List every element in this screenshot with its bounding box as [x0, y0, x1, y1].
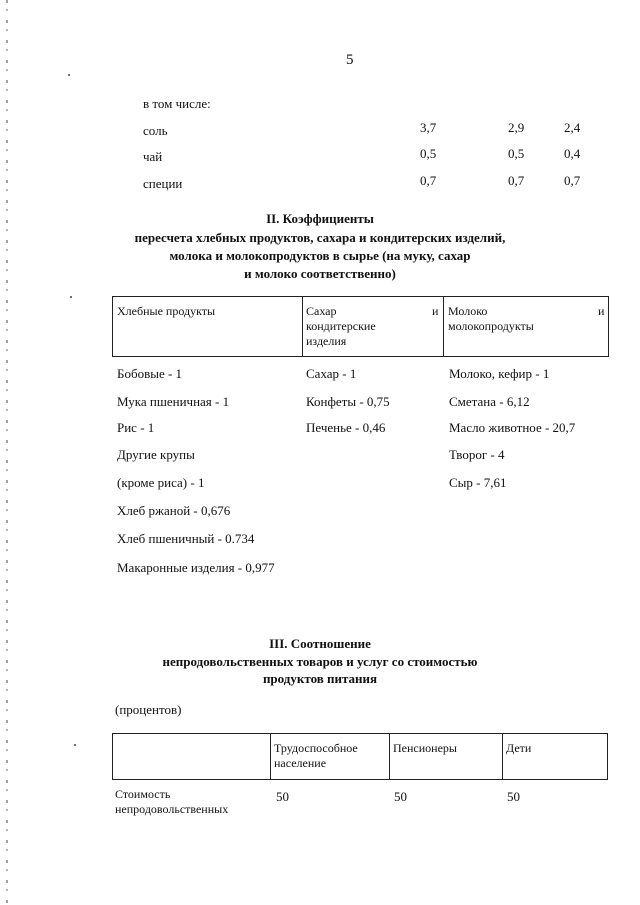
- header-milk: Молоко молокопродукты: [448, 304, 534, 333]
- table-divider: [502, 733, 503, 780]
- row-value: 0,7: [420, 173, 437, 188]
- row-value-pensioners: 50: [394, 789, 407, 804]
- list-item: Макаронные изделия - 0,977: [117, 560, 275, 575]
- header-pensioners: Пенсионеры: [393, 741, 457, 755]
- header-milk-conjunction: и: [598, 304, 605, 318]
- row-value: 2,4: [564, 120, 581, 135]
- list-item: Хлеб пшеничный - 0.734: [117, 531, 255, 546]
- row-value: 0,5: [420, 146, 437, 161]
- section-title: молока и молокопродуктов в сырье (на муку, сахар: [169, 248, 471, 263]
- section-title: и молоко соответственно): [244, 266, 396, 281]
- section-title: продуктов питания: [262, 671, 378, 686]
- header-bread: Хлебные продукты: [117, 304, 216, 318]
- scan-edge-artifact: [6, 0, 8, 905]
- list-item: Хлеб ржаной - 0,676: [117, 503, 231, 518]
- section-title: III. Соотношение: [269, 636, 371, 651]
- header-children: Дети: [506, 741, 532, 755]
- table-divider: [302, 296, 303, 357]
- row-value-working: 50: [276, 789, 289, 804]
- header-sugar-conjunction: и: [432, 304, 439, 318]
- list-item: (кроме риса) - 1: [117, 475, 205, 490]
- list-item: Молоко, кефир - 1: [449, 366, 550, 381]
- list-item: Сыр - 7,61: [449, 475, 507, 490]
- list-item: Бобовые - 1: [117, 366, 183, 381]
- row-label: Стоимость непродовольственных: [115, 787, 229, 816]
- section-title: II. Коэффициенты: [266, 211, 374, 226]
- list-item: Сахар - 1: [306, 366, 357, 381]
- list-item: Масло животное - 20,7: [449, 420, 576, 435]
- row-label: соль: [143, 123, 168, 138]
- row-value: 0,5: [508, 146, 525, 161]
- list-item: Печенье - 0,46: [306, 420, 386, 435]
- row-label: специи: [143, 176, 183, 191]
- row-label: чай: [143, 149, 163, 164]
- table-divider: [389, 733, 390, 780]
- row-value: 0,7: [508, 173, 525, 188]
- table-divider: [443, 296, 444, 357]
- list-item: Другие крупы: [117, 447, 195, 462]
- list-item: Сметана - 6,12: [449, 394, 530, 409]
- header-working-population: Трудоспособное население: [274, 741, 358, 770]
- list-header: в том числе:: [143, 96, 211, 111]
- list-item: Мука пшеничная - 1: [117, 394, 230, 409]
- section-title: непродовольственных товаров и услуг со стоимостью: [162, 654, 478, 669]
- list-item: Рис - 1: [117, 420, 155, 435]
- row-value: 0,7: [564, 173, 581, 188]
- row-value-children: 50: [507, 789, 520, 804]
- list-item: Конфеты - 0,75: [306, 394, 390, 409]
- row-value: 3,7: [420, 120, 437, 135]
- row-value: 2,9: [508, 120, 525, 135]
- table-divider: [270, 733, 271, 780]
- scan-speck: [74, 744, 76, 746]
- scan-speck: [68, 74, 70, 76]
- page-number: 5: [346, 52, 354, 68]
- scan-speck: [70, 296, 72, 298]
- unit-note: (процентов): [115, 702, 182, 717]
- section-title: пересчета хлебных продуктов, сахара и кондитерских изделий,: [134, 230, 506, 245]
- header-sugar: Сахар кондитерские изделия: [306, 304, 376, 348]
- list-item: Творог - 4: [449, 447, 505, 462]
- row-value: 0,4: [564, 146, 581, 161]
